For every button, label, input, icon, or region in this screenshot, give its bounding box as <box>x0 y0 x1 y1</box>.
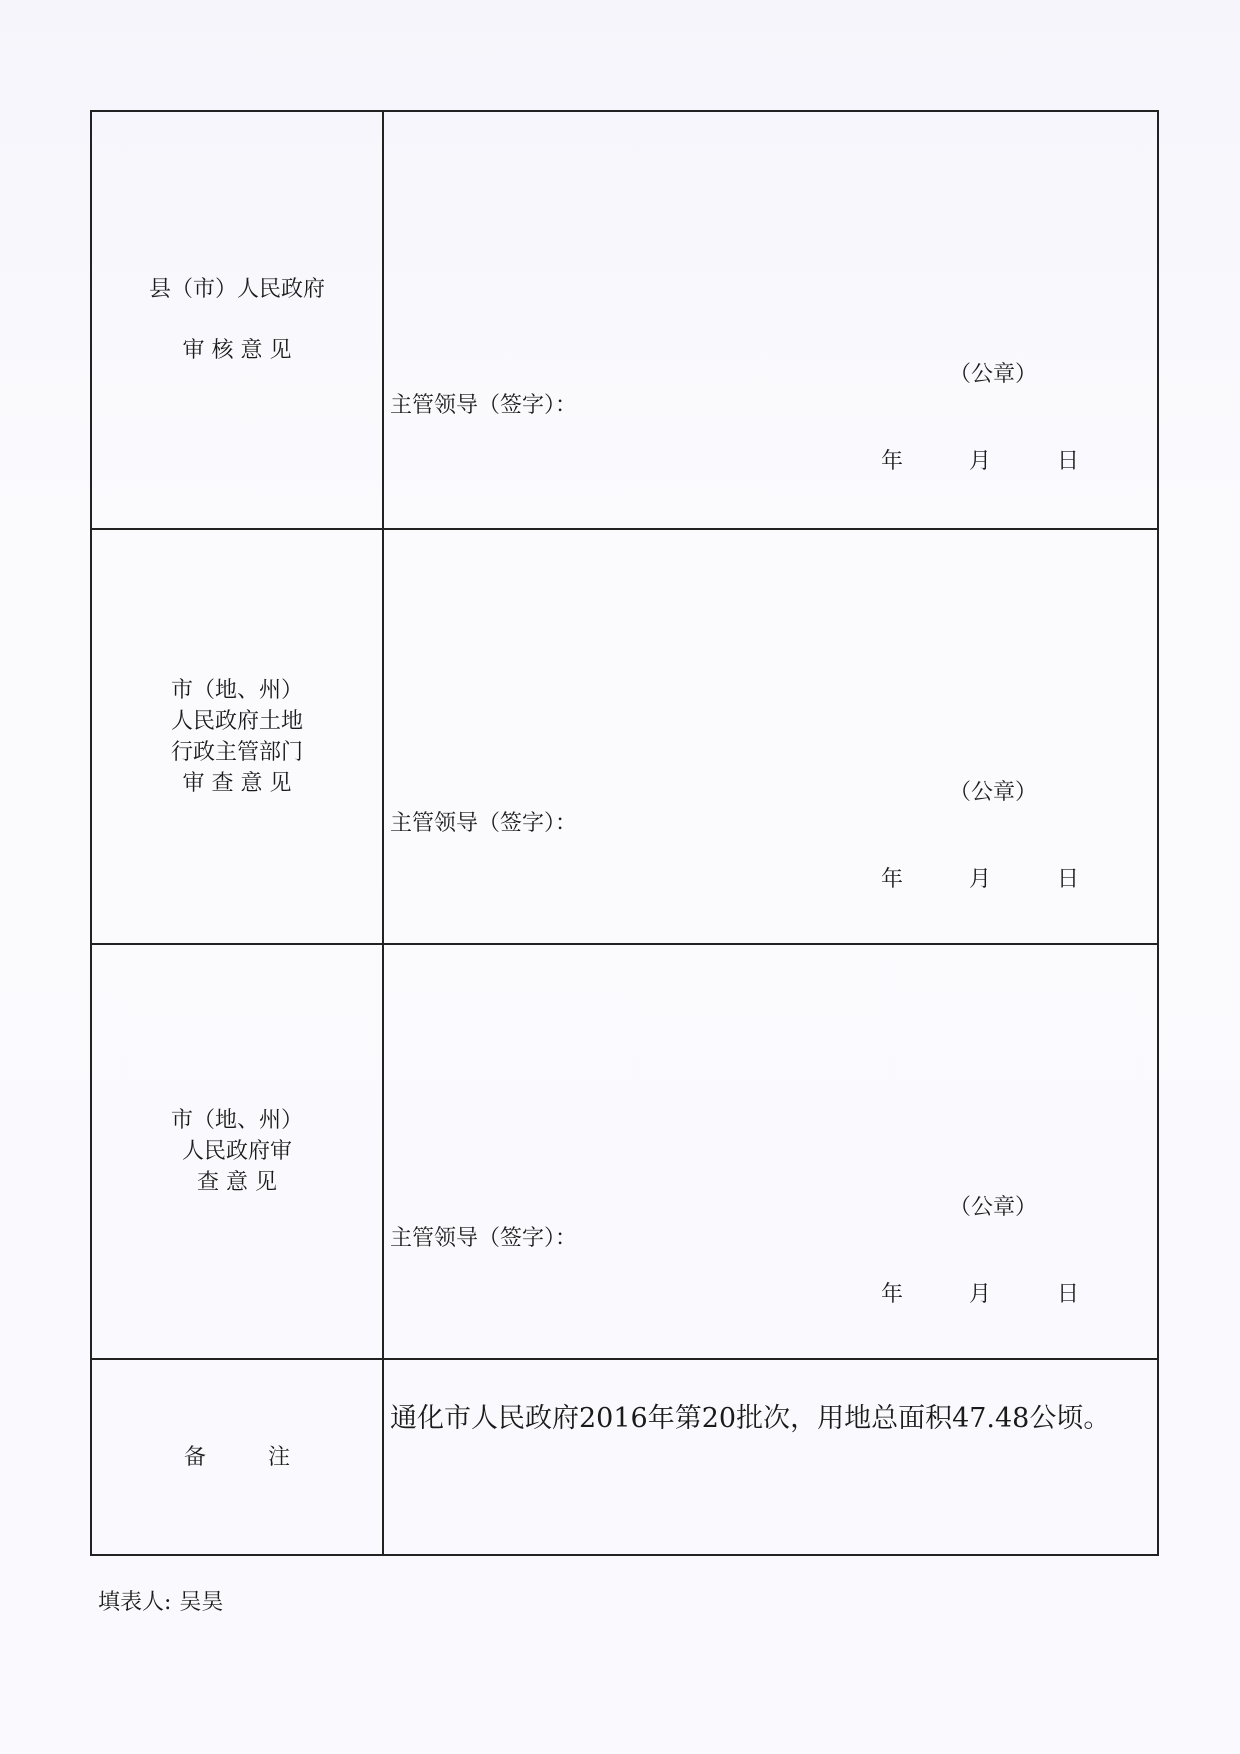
form-filler <box>98 1585 223 1616</box>
county-review-content <box>384 112 1157 528</box>
city-gov-review-content <box>384 945 1157 1358</box>
city-land-dept-review-row <box>92 530 1157 945</box>
label-line: 行政主管部门 <box>170 739 303 765</box>
date-line <box>881 1277 1079 1308</box>
label-line: 市（地、州） <box>170 1108 303 1133</box>
label-line: 市（地、州） <box>170 677 303 703</box>
filler-label: 填表人: <box>98 1590 172 1615</box>
date-month-label: 月 <box>968 449 991 474</box>
date-line <box>881 862 1079 893</box>
filler-name: 吴昊 <box>179 1590 224 1615</box>
leader-signature-label: 主管领导（签字）： <box>390 811 578 836</box>
label-line: 审 核 意 见 <box>182 338 292 363</box>
official-seal-placeholder: （公章） <box>948 780 1037 805</box>
county-review-label <box>92 112 384 528</box>
date-day-label: 日 <box>1056 449 1079 474</box>
date-month-label: 月 <box>968 867 991 892</box>
label-line: 县（市）人民政府 <box>148 277 325 302</box>
remarks-label <box>92 1360 384 1554</box>
official-seal-placeholder: （公章） <box>948 1195 1037 1220</box>
date-year-label: 年 <box>880 867 903 892</box>
date-day-label: 日 <box>1056 1282 1079 1307</box>
remarks-label-right: 注 <box>268 1444 291 1470</box>
city-gov-review-row <box>92 945 1157 1360</box>
label-line: 人民政府审 <box>181 1139 292 1164</box>
review-form-table <box>90 110 1159 1556</box>
remarks-content <box>384 1360 1157 1554</box>
remarks-label-left: 备 <box>183 1444 206 1470</box>
date-day-label: 日 <box>1056 867 1079 892</box>
leader-signature-label: 主管领导（签字）： <box>390 1226 578 1251</box>
remarks-text: 通化市人民政府2016年第20批次，用地总面积47.48公顷。 <box>390 1403 1111 1434</box>
date-year-label: 年 <box>880 449 903 474</box>
city-land-dept-review-content <box>384 530 1157 943</box>
label-line: 查 意 见 <box>196 1170 277 1195</box>
county-review-row <box>92 112 1157 530</box>
official-seal-placeholder: （公章） <box>948 362 1037 387</box>
city-gov-review-label <box>92 945 384 1358</box>
label-line: 人民政府土地 <box>170 708 303 734</box>
date-month-label: 月 <box>968 1282 991 1307</box>
date-line <box>881 444 1079 475</box>
label-line: 审 查 意 见 <box>182 770 292 796</box>
date-year-label: 年 <box>880 1282 903 1307</box>
city-land-dept-review-label <box>92 530 384 943</box>
leader-signature-label: 主管领导（签字）： <box>390 393 578 418</box>
remarks-row <box>92 1360 1157 1554</box>
